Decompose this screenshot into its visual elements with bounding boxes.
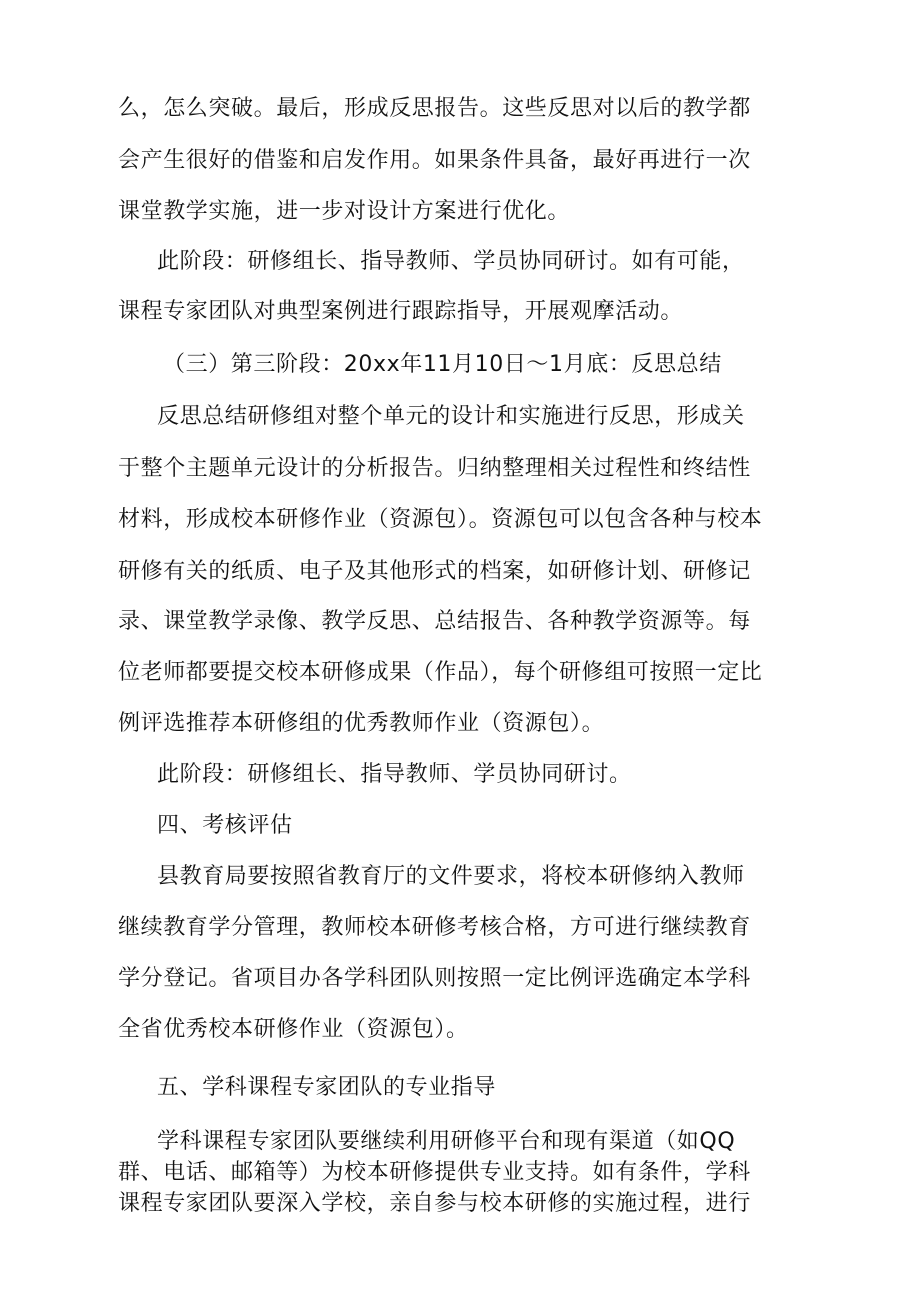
text-line: 课堂教学实施，进一步对设计方案进行优化。	[118, 199, 571, 224]
section-heading-expert-guidance: 五、学科课程专家团队的专业指导	[157, 1075, 497, 1100]
text-line: 录、课堂教学录像、教学反思、总结报告、各种教学资源等。每	[118, 609, 751, 634]
text-line: 继续教育学分管理，教师校本研修考核合格，方可进行继续教育	[118, 915, 751, 940]
text-line: 课程专家团队要深入学校，亲自参与校本研修的实施过程，进行	[118, 1191, 751, 1216]
paragraph-start-line: 此阶段：研修组长、指导教师、学员协同研讨。	[157, 762, 632, 787]
paragraph-start-line: 反思总结研修组对整个单元的设计和实施进行反思，形成关	[157, 404, 745, 429]
text-line: 于整个主题单元设计的分析报告。归纳整理相关过程性和终结性	[118, 456, 751, 481]
text-line: 研修有关的纸质、电子及其他形式的档案，如研修计划、研修记	[118, 559, 751, 584]
text-line: 例评选推荐本研修组的优秀教师作业（资源包）。	[118, 711, 605, 736]
text-line: 会产生很好的借鉴和启发作用。如果条件具备，最好再进行一次	[118, 148, 751, 173]
text-line: 材料，形成校本研修作业（资源包）。资源包可以包含各种与校本	[118, 507, 763, 532]
paragraph-start-line: 学科课程专家团队要继续利用研修平台和现有渠道（如QQ	[157, 1129, 736, 1154]
paragraph-start-line: 县教育局要按照省教育厅的文件要求，将校本研修纳入教师	[157, 864, 745, 889]
text-line: 课程专家团队对典型案例进行跟踪指导，开展观摩活动。	[118, 299, 684, 324]
paragraph-start-line: 此阶段：研修组长、指导教师、学员协同研讨。如有可能，	[157, 249, 745, 274]
text-line: 么，怎么突破。最后，形成反思报告。这些反思对以后的教学都	[118, 96, 751, 121]
text-line: 位老师都要提交校本研修成果（作品），每个研修组可按照一定比	[118, 660, 763, 685]
section-heading-assessment: 四、考核评估	[157, 813, 293, 838]
section-heading-stage-three: （三）第三阶段：20xx年11月10日～1月底：反思总结	[163, 352, 722, 377]
text-line: 学分登记。省项目办各学科团队则按照一定比例评选确定本学科	[118, 966, 751, 991]
text-line: 群、电话、邮箱等）为校本研修提供专业支持。如有条件，学科	[118, 1160, 751, 1185]
text-line: 全省优秀校本研修作业（资源包）。	[118, 1017, 469, 1042]
